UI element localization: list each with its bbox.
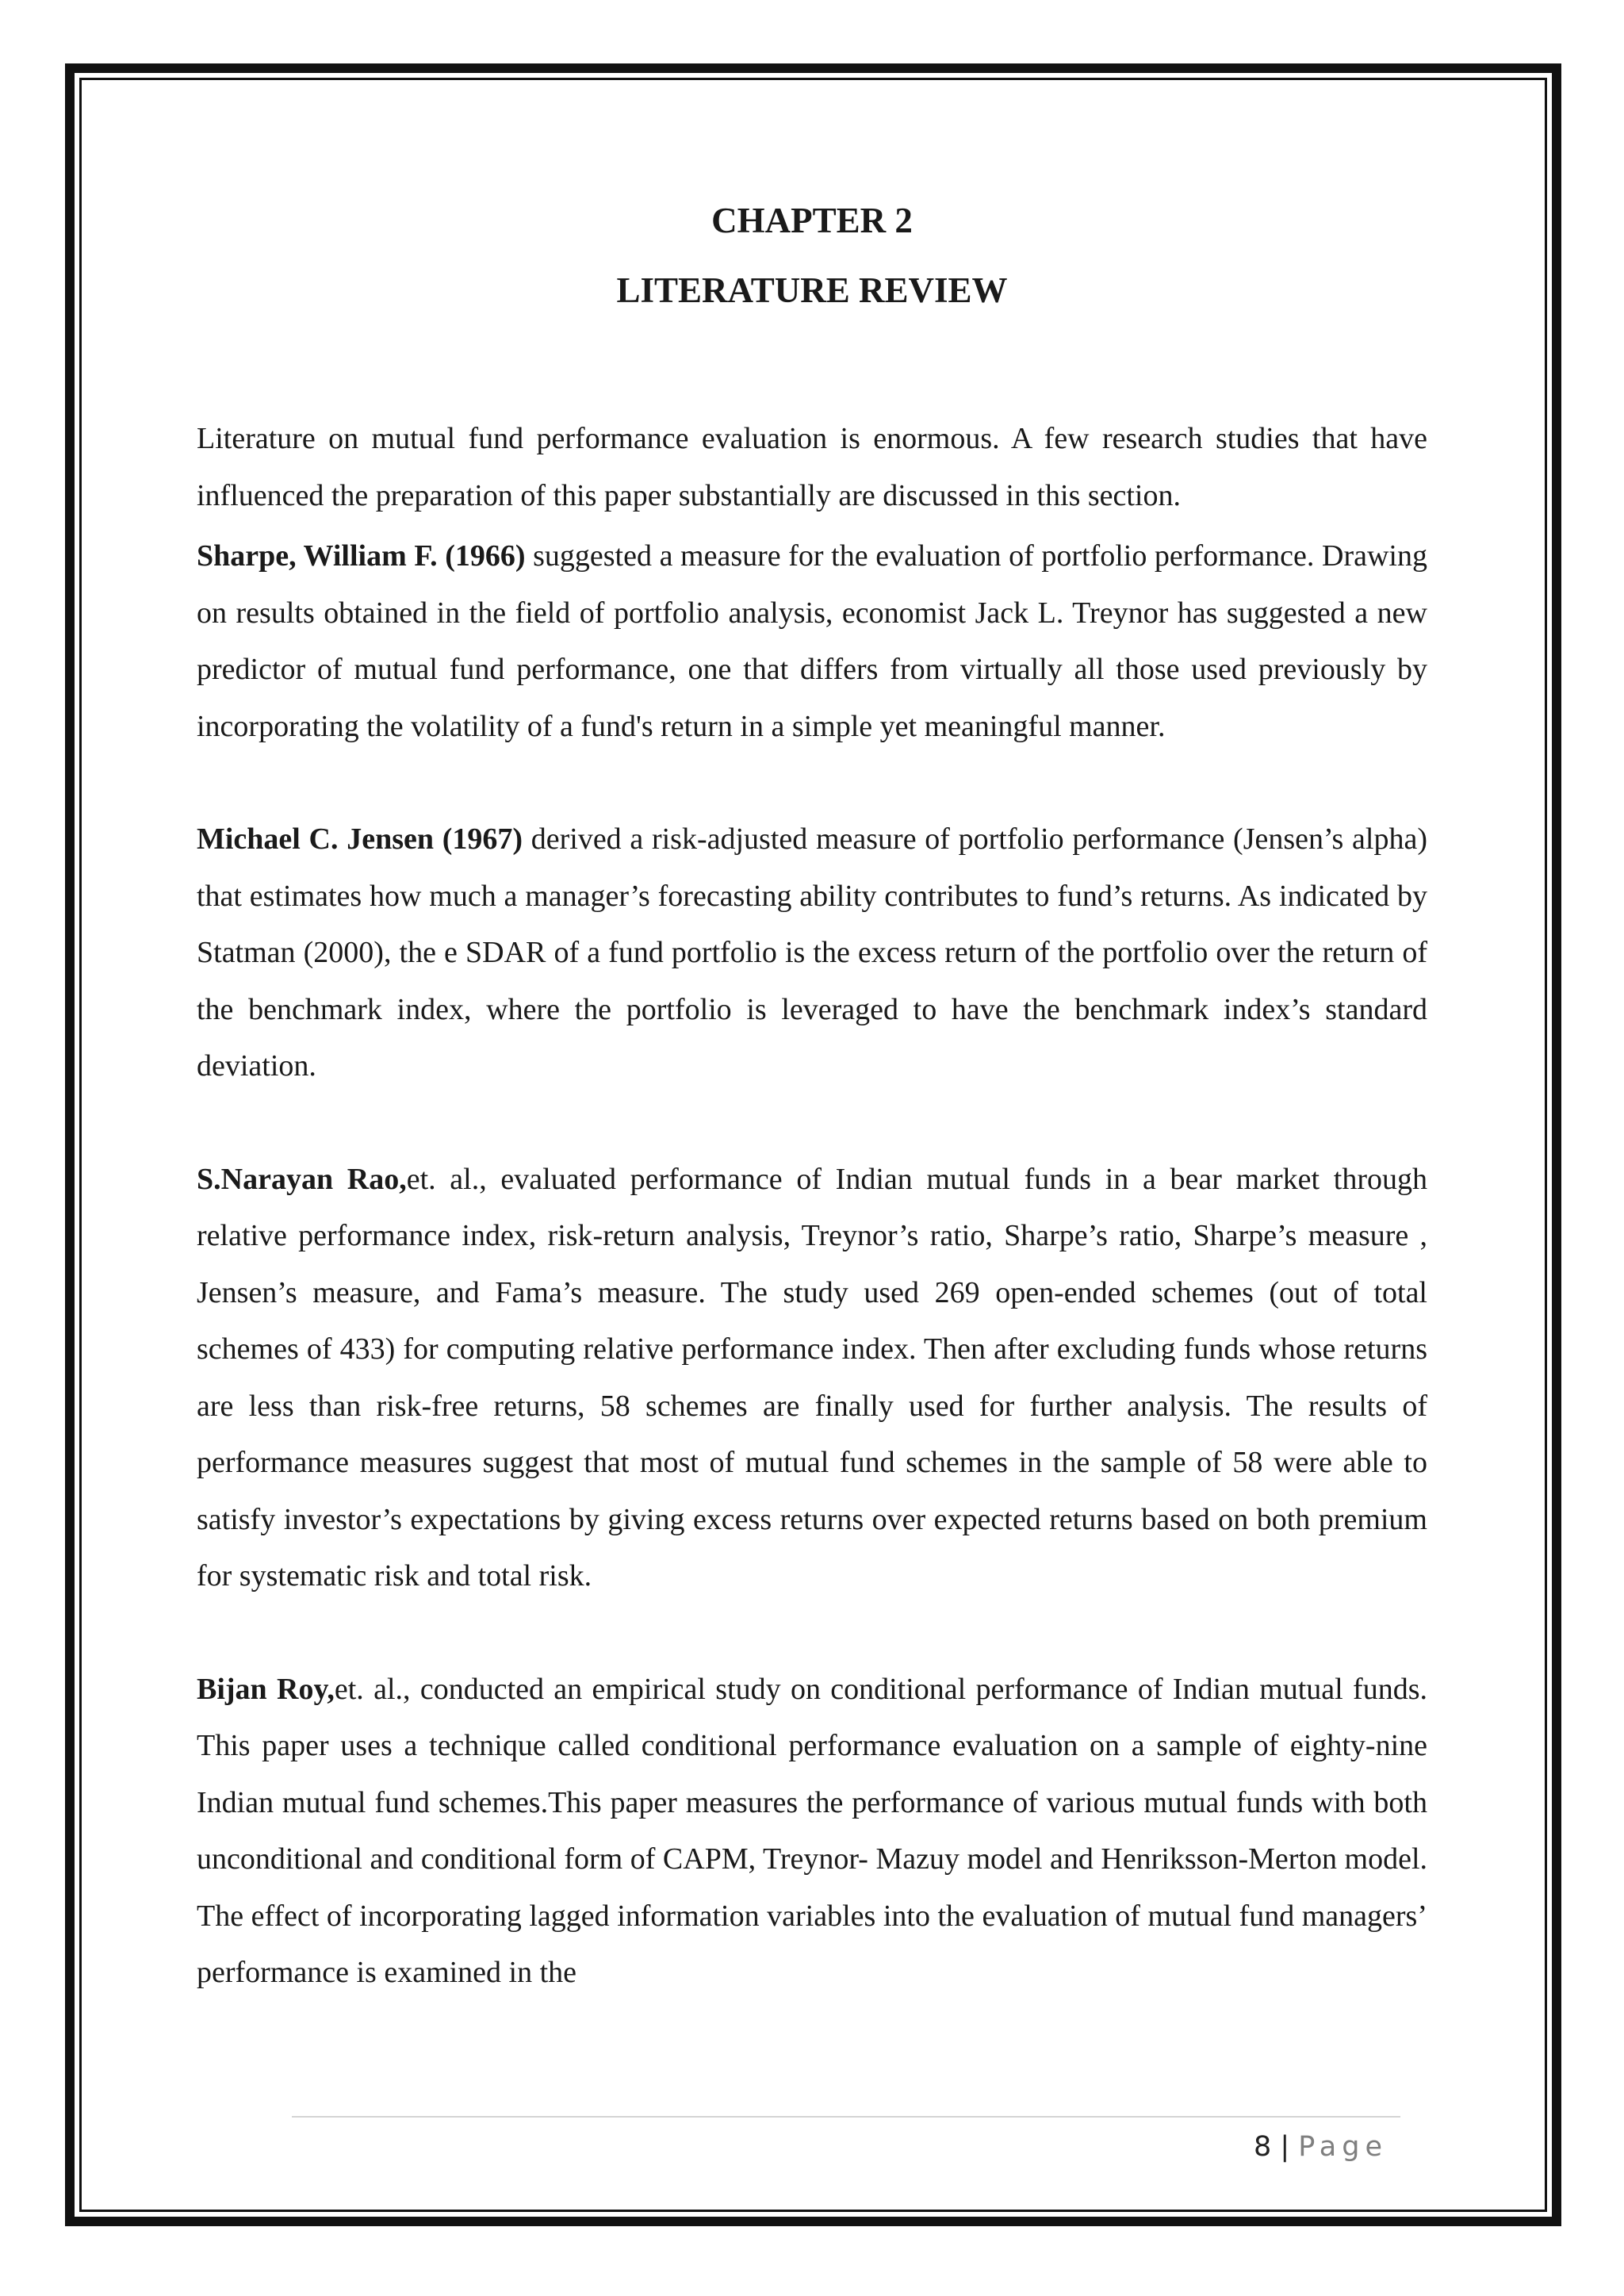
review-entry-jensen: [197, 811, 1427, 1095]
entry-author: S.Narayan Rao,: [197, 1162, 407, 1196]
review-entry-rao: [197, 1152, 1427, 1605]
entry-text: et. al., conducted an empirical study on conditional performance of Indian mutual funds. This paper uses a technique called conditional performance evaluation on a sample of eighty-nine Indian mutual fund schemes.This paper measures the performance of various mutual funds with both unconditional and conditional form of CAPM, Treynor- Mazuy model and Henriksson-Merton model. The effect of incorporating lagged information variables into the evaluation of mutual fund managers’ performance is examined in the: [197, 1672, 1427, 1989]
chapter-heading: CHAPTER 2: [711, 201, 913, 240]
review-entry-roy: [197, 1662, 1427, 2002]
body-text: [197, 411, 1427, 2002]
section-heading: LITERATURE REVIEW: [616, 270, 1008, 310]
entry-author: Bijan Roy,: [197, 1672, 335, 1706]
entry-author: Sharpe, William F. (1966): [197, 539, 526, 573]
entry-author: Michael C. Jensen (1967): [197, 822, 523, 856]
entry-text: derived a risk-adjusted measure of portfolio performance (Jensen’s alpha) that estimates how much a manager’s forecasting ability contributes to fund’s returns. As indicated by Statman (2000), the e SDAR of a fund portfolio is the excess return of the portfolio over the return of the benchmark index, where the portfolio is leveraged to have the benchmark index’s standard deviation.: [197, 822, 1428, 1083]
entry-text: et. al., evaluated performance of Indian mutual funds in a bear market through relative performance index, risk-return analysis, Treynor’s ratio, Sharpe’s ratio, Sharpe’s measure , Jensen’s measure, and Fama’s measure. The study used 269 open-ended schemes (out of total schemes of 433) for computing relative performance index. Then after excluding funds whose returns are less than risk-free returns, 58 schemes are finally used for further analysis. The results of performance measures suggest that most of mutual fund schemes in the sample of 58 were able to satisfy investor’s expectations by giving excess returns over expected returns based on both premium for systematic risk and total risk.: [197, 1162, 1427, 1593]
footer-divider: [292, 2116, 1400, 2118]
footer-separator: |: [1271, 2131, 1299, 2163]
review-entry-sharpe: [197, 528, 1427, 755]
page-footer: [1110, 2127, 1388, 2167]
page-label: Page: [1298, 2131, 1388, 2163]
entry-text: suggested a measure for the evaluation of portfolio performance. Drawing on results obtained in the field of portfolio analysis, economist Jack L. Treynor has suggested a new predictor of mutual fund performance, one that differs from virtually all those used previously by incorporating the volatility of a fund's return in a simple yet meaningful manner.: [197, 539, 1427, 743]
page-number: 8: [1253, 2131, 1272, 2163]
intro-paragraph: Literature on mutual fund performance evaluation is enormous. A few research studies that have influenced the preparation of this paper substantially are discussed in this section.: [197, 422, 1427, 512]
